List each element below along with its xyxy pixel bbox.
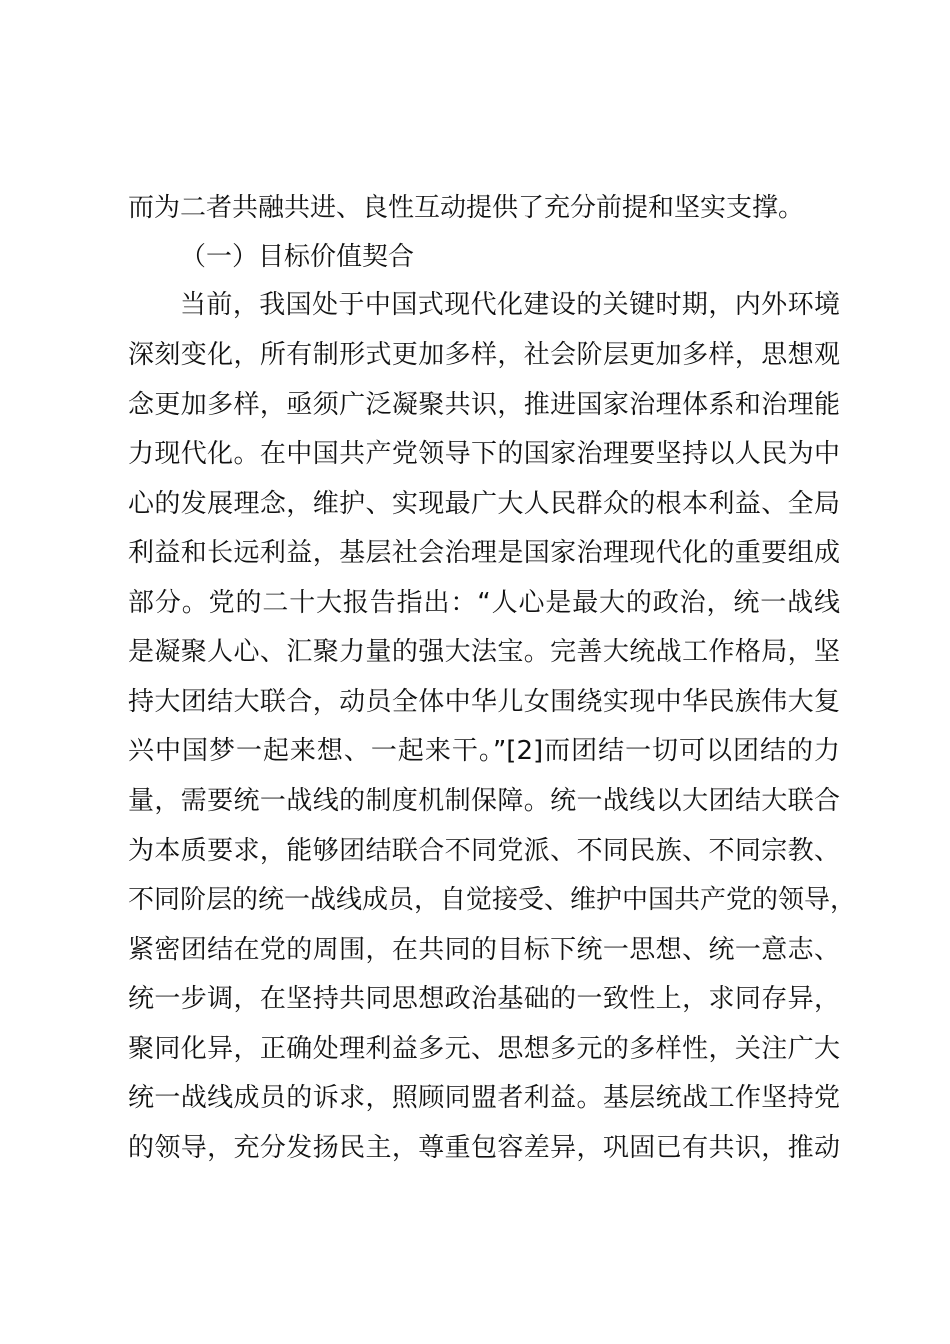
paragraph-line: 紧密团结在党的周围，在共同的目标下统一思想、统一意志、: [128, 935, 840, 965]
paragraph-line: 持大团结大联合，动员全体中华儿女围绕实现中华民族伟大复: [128, 687, 840, 717]
paragraph-line: 量，需要统一战线的制度机制保障。统一战线以大团结大联合: [128, 786, 840, 816]
paragraph-line: 利益和长远利益，基层社会治理是国家治理现代化的重要组成: [128, 538, 840, 568]
paragraph-line: 不同阶层的统一战线成员，自觉接受、维护中国共产党的领导，: [128, 885, 857, 915]
paragraph-line: 念更加多样，亟须广泛凝聚共识，推进国家治理体系和治理能: [128, 390, 840, 420]
paragraph-line: 力现代化。在中国共产党领导下的国家治理要坚持以人民为中: [128, 439, 840, 469]
paragraph-line: 统一步调，在坚持共同思想政治基础的一致性上，求同存异，: [128, 984, 840, 1014]
paragraph-line: 为本质要求，能够团结联合不同党派、不同民族、不同宗教、: [128, 836, 840, 866]
section-heading: （一）目标价值契合: [180, 242, 415, 272]
paragraph-line: 部分。党的二十大报告指出：“人心是最大的政治，统一战线: [128, 588, 840, 618]
paragraph-line: 深刻变化，所有制形式更加多样，社会阶层更加多样，思想观: [128, 340, 840, 370]
paragraph-first-line: 当前，我国处于中国式现代化建设的关键时期，内外环境: [180, 290, 840, 320]
paragraph-line: 心的发展理念，维护、实现最广大人民群众的根本利益、全局: [128, 489, 840, 519]
paragraph-line: 是凝聚人心、汇聚力量的强大法宝。完善大统战工作格局，坚: [128, 637, 840, 667]
paragraph-continuation-line: 而为二者共融共进、良性互动提供了充分前提和坚实支撑。: [128, 193, 805, 223]
paragraph-line: 统一战线成员的诉求，照顾同盟者利益。基层统战工作坚持党: [128, 1083, 840, 1113]
paragraph-line: 的领导，充分发扬民主，尊重包容差异，巩固已有共识，推动: [128, 1133, 840, 1163]
paragraph-line: 兴中国梦一起来想、一起来干。”[2]而团结一切可以团结的力: [128, 736, 840, 766]
paragraph-line: 聚同化异，正确处理利益多元、思想多元的多样性，关注广大: [128, 1034, 840, 1064]
